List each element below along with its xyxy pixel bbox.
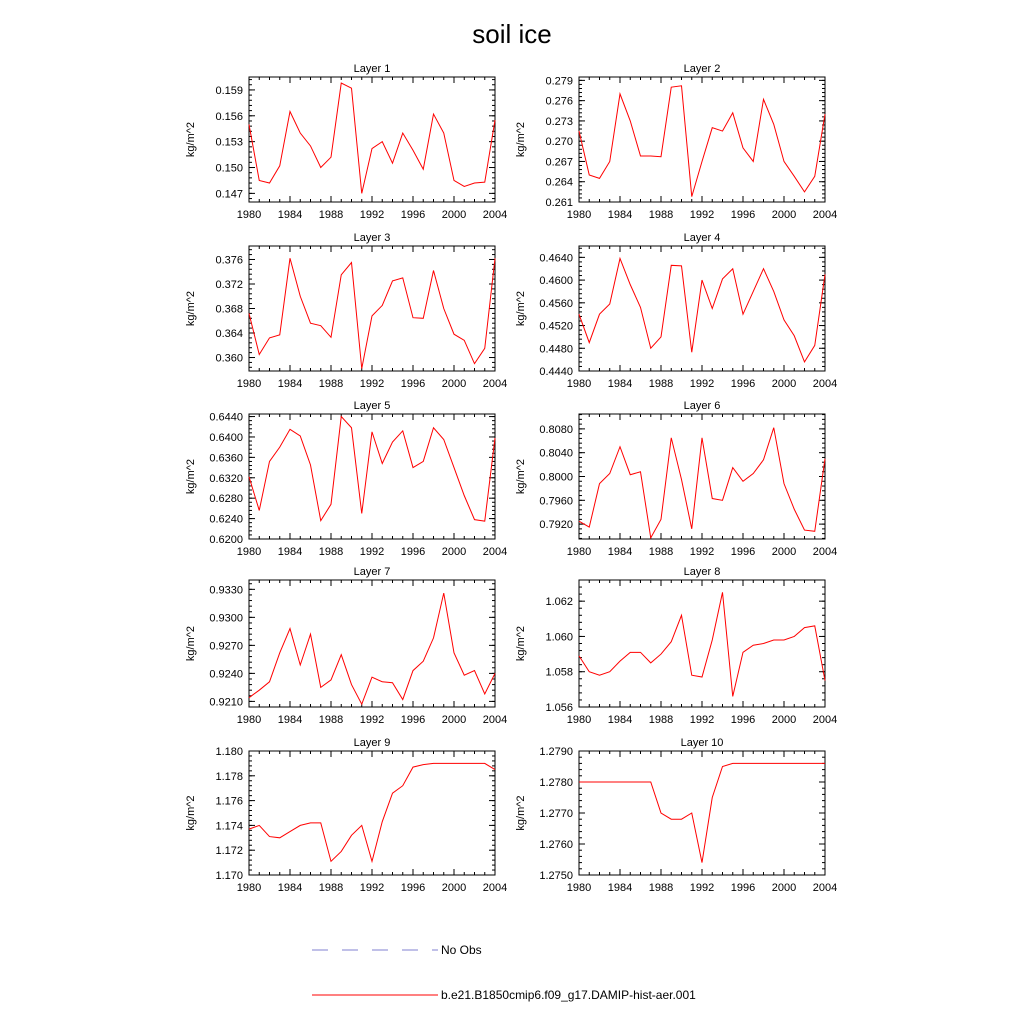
y-tick-label: 1.170 (215, 870, 243, 882)
x-tick-label: 2000 (771, 209, 797, 221)
y-tick-label: 0.4560 (539, 297, 573, 310)
x-tick-label: 1996 (400, 546, 426, 558)
x-tick-label: 2004 (482, 209, 508, 221)
x-tick-label: 2004 (812, 546, 838, 558)
x-tick-label: 1996 (400, 209, 426, 221)
x-tick-label: 1992 (689, 378, 715, 390)
x-tick-label: 1988 (318, 378, 344, 390)
y-tick-label: 1.174 (215, 820, 243, 833)
y-tick-label: 0.8080 (539, 423, 573, 436)
y-tick-label: 1.176 (215, 795, 243, 808)
x-tick-label: 1984 (277, 882, 303, 894)
y-tick-label: 0.273 (545, 115, 573, 128)
y-tick-label: 1.180 (215, 746, 243, 758)
x-tick-label: 1996 (400, 714, 426, 726)
x-tick-label: 1992 (689, 714, 715, 726)
x-tick-label: 1996 (730, 378, 756, 390)
y-axis-label: kg/m^2 (515, 625, 527, 662)
y-axis-label: kg/m^2 (515, 121, 527, 158)
y-tick-label: 0.264 (545, 176, 573, 189)
x-tick-label: 1984 (277, 209, 303, 221)
x-tick-label: 1996 (400, 378, 426, 390)
x-tick-label: 1996 (730, 209, 756, 221)
y-tick-label: 0.270 (545, 136, 573, 149)
panel-title: Layer 2 (683, 63, 721, 75)
x-tick-label: 1988 (648, 882, 674, 894)
x-tick-label: 2000 (441, 546, 467, 558)
y-tick-label: 0.360 (215, 352, 243, 365)
y-tick-label: 0.9210 (209, 696, 243, 709)
panel-title: Layer 8 (683, 566, 721, 578)
x-tick-label: 2004 (812, 209, 838, 221)
legend-label-no-obs: No Obs (441, 943, 482, 957)
y-tick-label: 0.4600 (539, 275, 573, 288)
x-tick-label: 1980 (566, 882, 592, 894)
y-axis-label: kg/m^2 (185, 795, 197, 831)
y-tick-label: 0.159 (215, 84, 243, 97)
y-axis-label: kg/m^2 (515, 290, 527, 327)
x-tick-label: 1980 (236, 378, 262, 390)
x-tick-label: 1980 (236, 546, 262, 558)
x-tick-label: 1980 (566, 546, 592, 558)
x-tick-label: 2000 (441, 714, 467, 726)
y-tick-label: 0.364 (215, 328, 243, 341)
x-tick-label: 1980 (566, 378, 592, 390)
y-tick-label: 1.2790 (539, 746, 573, 758)
x-tick-label: 1988 (648, 378, 674, 390)
y-tick-label: 1.178 (215, 770, 243, 783)
x-tick-label: 1988 (318, 209, 344, 221)
y-tick-label: 0.6240 (209, 513, 243, 526)
panel-title: Layer 4 (683, 232, 721, 244)
y-tick-label: 1.056 (545, 702, 573, 714)
y-axis-label: kg/m^2 (185, 121, 197, 158)
y-tick-label: 0.7920 (539, 519, 573, 532)
x-tick-label: 1980 (236, 209, 262, 221)
x-tick-label: 1980 (236, 882, 262, 894)
panel-title: Layer 3 (353, 232, 391, 244)
x-tick-label: 1984 (277, 546, 303, 558)
y-tick-label: 0.4480 (539, 343, 573, 356)
x-tick-label: 1984 (277, 714, 303, 726)
y-tick-label: 0.4520 (539, 320, 573, 333)
x-tick-label: 1988 (318, 882, 344, 894)
x-tick-label: 1992 (689, 546, 715, 558)
x-tick-label: 1984 (607, 546, 633, 558)
x-tick-label: 1992 (359, 714, 385, 726)
panel-title: Layer 7 (353, 566, 391, 578)
y-tick-label: 0.6400 (209, 431, 243, 444)
x-tick-label: 1984 (607, 378, 633, 390)
x-tick-label: 1996 (400, 882, 426, 894)
legend-label-model: b.e21.B1850cmip6.f09_g17.DAMIP-hist-aer.001 (441, 988, 696, 1002)
y-axis-label: kg/m^2 (185, 625, 197, 662)
x-tick-label: 1984 (277, 378, 303, 390)
x-tick-label: 1984 (607, 209, 633, 221)
x-tick-label: 1988 (648, 546, 674, 558)
y-tick-label: 0.9300 (209, 612, 243, 625)
y-tick-label: 0.368 (215, 303, 243, 316)
y-tick-label: 0.279 (545, 75, 573, 88)
x-tick-label: 2000 (441, 378, 467, 390)
panel-title: Layer 1 (353, 63, 391, 75)
y-tick-label: 0.8000 (539, 471, 573, 484)
y-tick-label: 0.261 (545, 197, 573, 209)
y-tick-label: 1.062 (545, 596, 573, 609)
panel-title: Layer 9 (353, 737, 391, 749)
x-tick-label: 1992 (359, 546, 385, 558)
y-tick-label: 0.6200 (209, 534, 243, 546)
x-tick-label: 1984 (607, 882, 633, 894)
y-tick-label: 0.276 (545, 95, 573, 108)
x-tick-label: 1988 (648, 209, 674, 221)
y-tick-label: 1.060 (545, 631, 573, 644)
y-tick-label: 1.2770 (539, 808, 573, 820)
y-tick-label: 0.156 (215, 110, 243, 123)
x-tick-label: 1980 (566, 209, 592, 221)
y-tick-label: 0.153 (215, 136, 243, 149)
y-axis-label: kg/m^2 (515, 458, 527, 495)
panel-title: Layer 5 (353, 400, 391, 412)
x-tick-label: 1988 (648, 714, 674, 726)
x-tick-label: 2004 (482, 714, 508, 726)
y-tick-label: 0.267 (545, 156, 573, 169)
x-tick-label: 2000 (441, 209, 467, 221)
y-tick-label: 0.150 (215, 162, 243, 175)
y-tick-label: 1.2750 (539, 870, 573, 882)
y-tick-label: 0.4640 (539, 252, 573, 265)
x-tick-label: 1992 (689, 209, 715, 221)
x-tick-label: 1992 (359, 882, 385, 894)
x-tick-label: 1996 (730, 882, 756, 894)
x-tick-label: 2000 (771, 882, 797, 894)
y-tick-label: 0.4440 (539, 366, 573, 378)
x-tick-label: 1980 (236, 714, 262, 726)
x-tick-label: 2004 (812, 378, 838, 390)
x-tick-label: 1996 (730, 714, 756, 726)
y-tick-label: 0.6280 (209, 493, 243, 506)
x-tick-label: 1980 (566, 714, 592, 726)
y-tick-label: 1.2780 (539, 777, 573, 789)
x-tick-label: 2004 (812, 882, 838, 894)
x-tick-label: 1992 (359, 378, 385, 390)
y-tick-label: 0.7960 (539, 495, 573, 508)
y-tick-label: 1.058 (545, 666, 573, 679)
y-tick-label: 0.9330 (209, 584, 243, 597)
x-tick-label: 2000 (771, 546, 797, 558)
x-tick-label: 2000 (441, 882, 467, 894)
panel-title: Layer 6 (683, 400, 721, 412)
y-tick-label: 0.147 (215, 188, 243, 201)
x-tick-label: 2004 (482, 546, 508, 558)
y-tick-label: 1.172 (215, 845, 243, 858)
y-axis-label: kg/m^2 (185, 458, 197, 495)
y-axis-label: kg/m^2 (515, 795, 527, 831)
y-tick-label: 0.6360 (209, 452, 243, 465)
x-tick-label: 1992 (359, 209, 385, 221)
x-tick-label: 1988 (318, 546, 344, 558)
x-tick-label: 1988 (318, 714, 344, 726)
y-tick-label: 1.2760 (539, 839, 573, 851)
y-axis-label: kg/m^2 (185, 290, 197, 327)
x-tick-label: 2004 (812, 714, 838, 726)
x-tick-label: 2004 (482, 378, 508, 390)
figure-title: soil ice (472, 19, 552, 49)
y-tick-label: 0.376 (215, 254, 243, 267)
y-tick-label: 0.6440 (209, 411, 243, 424)
x-tick-label: 1984 (607, 714, 633, 726)
x-tick-label: 2000 (771, 378, 797, 390)
x-tick-label: 2004 (482, 882, 508, 894)
x-tick-label: 2000 (771, 714, 797, 726)
panel-title: Layer 10 (680, 737, 724, 749)
y-tick-label: 0.9270 (209, 640, 243, 653)
x-tick-label: 1992 (689, 882, 715, 894)
y-tick-label: 0.372 (215, 278, 243, 291)
x-tick-label: 1996 (730, 546, 756, 558)
y-tick-label: 0.9240 (209, 668, 243, 681)
y-tick-label: 0.8040 (539, 447, 573, 460)
y-tick-label: 0.6320 (209, 472, 243, 485)
